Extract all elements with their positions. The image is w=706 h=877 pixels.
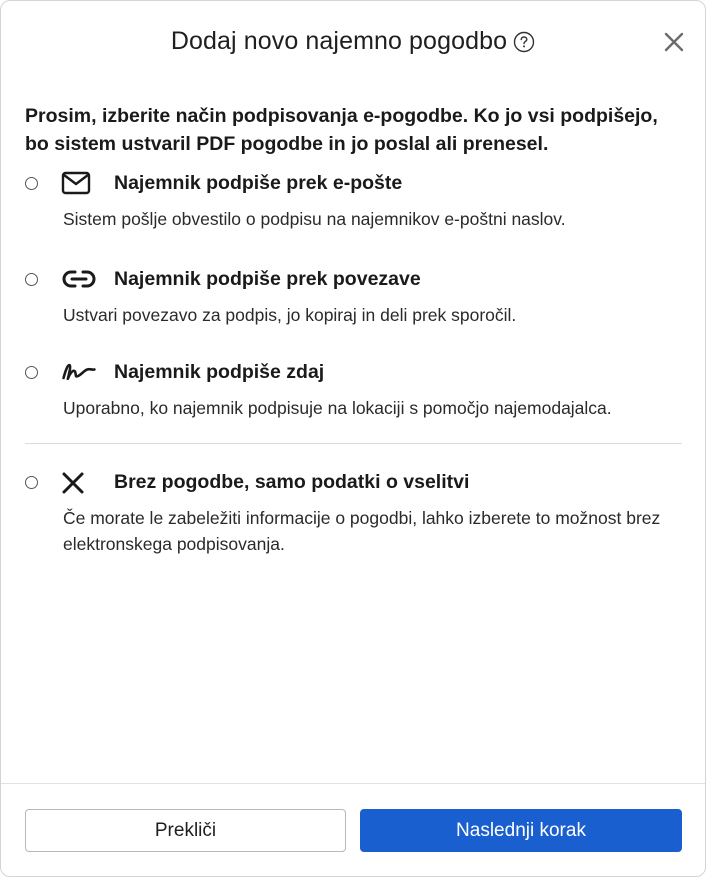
option-title: Najemnik podpiše prek povezave [114,268,421,290]
option-description: Sistem pošlje obvestilo o podpisu na najemnikov e-poštni naslov. [63,209,566,229]
cancel-button[interactable]: Prekliči [25,809,346,852]
signature-icon [61,358,97,386]
dialog-title: Dodaj novo najemno pogodbo [170,26,508,55]
option-no-contract[interactable] [1,468,705,564]
close-x-icon [664,32,684,52]
option-description: Ustvari povezavo za podpis, jo kopiraj in deli prek sporočil. [63,305,517,325]
footer-divider [1,783,705,784]
option-description: Uporabno, ko najemnik podpisuje na lokaciji s pomočjo najemodajalca. [63,398,612,418]
envelope-icon [61,169,97,197]
radio-link[interactable] [25,273,38,286]
question-circle-icon[interactable] [513,31,535,53]
option-email[interactable] [1,169,705,239]
link-icon [61,265,97,293]
option-description: Če morate le zabeležiti informacije o pogodbi, lahko izberete to možnost brez elektronskega podpisovanja. [63,508,661,554]
dialog-header [1,21,705,61]
option-sign-now[interactable] [1,358,705,428]
radio-sign-now[interactable] [25,366,38,379]
option-link[interactable] [1,265,705,335]
option-title: Brez pogodbe, samo podatki o vselitvi [114,471,470,493]
x-icon [61,469,97,497]
radio-email[interactable] [25,177,38,190]
option-title: Najemnik podpiše zdaj [114,361,325,383]
radio-no-contract[interactable] [25,476,38,489]
intro-text: Prosim, izberite način podpisovanja e-pogodbe. Ko jo vsi podpišejo, bo sistem ustvaril PDF pogodbe in jo poslal ali prenesel. [25,105,658,155]
option-title: Najemnik podpiše prek e-pošte [114,172,403,194]
options-divider [25,443,682,444]
next-step-button[interactable]: Naslednji korak [360,809,682,852]
close-button[interactable] [661,29,687,55]
